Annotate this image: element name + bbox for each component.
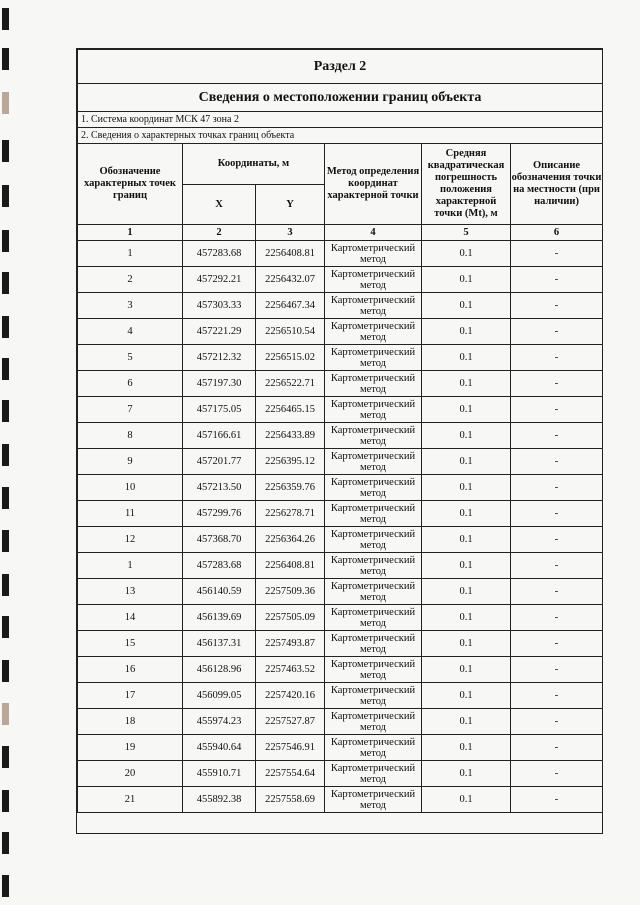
cell-desc: - <box>511 787 603 813</box>
cell-desc: - <box>511 709 603 735</box>
header-error: Средняя квадратическая погрешность положения характерной точки (Mt), м <box>422 144 511 225</box>
section-subtitle: Сведения о местоположении границ объекта <box>78 84 603 112</box>
cell-x: 457175.05 <box>183 397 256 423</box>
table-row <box>78 579 603 605</box>
punch-hole <box>2 140 9 162</box>
cell-x: 455974.23 <box>183 709 256 735</box>
cell-method: Картометрический метод <box>325 631 422 657</box>
cell-method: Картометрический метод <box>325 709 422 735</box>
cell-method: Картометрический метод <box>325 267 422 293</box>
cell-error: 0.1 <box>422 605 511 631</box>
cell-method: Картометрический метод <box>325 735 422 761</box>
col-number: 1 <box>78 225 183 241</box>
table-row <box>78 345 603 371</box>
punch-hole <box>2 832 9 854</box>
cell-point: 20 <box>78 761 183 787</box>
table-row <box>78 475 603 501</box>
cell-error: 0.1 <box>422 527 511 553</box>
table-row <box>78 293 603 319</box>
cell-point: 13 <box>78 579 183 605</box>
cell-x: 455910.71 <box>183 761 256 787</box>
cell-point: 3 <box>78 293 183 319</box>
table-row <box>78 241 603 267</box>
punch-hole <box>2 703 9 725</box>
cell-error: 0.1 <box>422 449 511 475</box>
punch-hole <box>2 400 9 422</box>
cell-y: 2257554.64 <box>256 761 325 787</box>
cell-error: 0.1 <box>422 631 511 657</box>
cell-y: 2256278.71 <box>256 501 325 527</box>
cell-x: 456140.59 <box>183 579 256 605</box>
col-number: 4 <box>325 225 422 241</box>
cell-method: Картометрический метод <box>325 605 422 631</box>
table-row <box>78 319 603 345</box>
cell-error: 0.1 <box>422 683 511 709</box>
cell-y: 2257420.16 <box>256 683 325 709</box>
cell-y: 2257463.52 <box>256 657 325 683</box>
table-row <box>78 267 603 293</box>
cell-y: 2256522.71 <box>256 371 325 397</box>
punch-hole <box>2 444 9 466</box>
cell-x: 457303.33 <box>183 293 256 319</box>
header-method: Метод определения координат характерной точки <box>325 144 422 225</box>
cell-x: 457283.68 <box>183 553 256 579</box>
binding-holes <box>0 0 12 905</box>
cell-method: Картометрический метод <box>325 579 422 605</box>
cell-desc: - <box>511 761 603 787</box>
cell-point: 6 <box>78 371 183 397</box>
cell-error: 0.1 <box>422 267 511 293</box>
cell-error: 0.1 <box>422 397 511 423</box>
cell-point: 8 <box>78 423 183 449</box>
cell-y: 2256465.15 <box>256 397 325 423</box>
cell-error: 0.1 <box>422 709 511 735</box>
cell-x: 457299.76 <box>183 501 256 527</box>
cell-error: 0.1 <box>422 423 511 449</box>
cell-x: 455940.64 <box>183 735 256 761</box>
table-row <box>78 553 603 579</box>
header-coords: Координаты, м <box>183 144 325 185</box>
table-row <box>78 449 603 475</box>
cell-desc: - <box>511 475 603 501</box>
cell-x: 456128.96 <box>183 657 256 683</box>
table-row <box>78 683 603 709</box>
cell-error: 0.1 <box>422 761 511 787</box>
cell-y: 2257505.09 <box>256 605 325 631</box>
col-number: 3 <box>256 225 325 241</box>
points-info-line: 2. Сведения о характерных точках границ объекта <box>78 128 603 144</box>
cell-y: 2257527.87 <box>256 709 325 735</box>
document-sheet <box>76 48 603 834</box>
cell-method: Картометрический метод <box>325 761 422 787</box>
punch-hole <box>2 230 9 252</box>
table-row <box>78 787 603 813</box>
cell-x: 457292.21 <box>183 267 256 293</box>
punch-hole <box>2 8 9 30</box>
cell-y: 2256515.02 <box>256 345 325 371</box>
cell-method: Картометрический метод <box>325 683 422 709</box>
cell-x: 456137.31 <box>183 631 256 657</box>
cell-method: Картометрический метод <box>325 345 422 371</box>
table-row <box>78 501 603 527</box>
cell-desc: - <box>511 241 603 267</box>
punch-hole <box>2 358 9 380</box>
cell-point: 4 <box>78 319 183 345</box>
cell-y: 2256433.89 <box>256 423 325 449</box>
table-row <box>78 605 603 631</box>
cell-error: 0.1 <box>422 501 511 527</box>
cell-x: 457212.32 <box>183 345 256 371</box>
cell-desc: - <box>511 371 603 397</box>
punch-hole <box>2 487 9 509</box>
cell-method: Картометрический метод <box>325 527 422 553</box>
coord-system-line: 1. Система координат МСК 47 зона 2 <box>78 112 603 128</box>
cell-point: 18 <box>78 709 183 735</box>
cell-desc: - <box>511 345 603 371</box>
punch-hole <box>2 48 9 70</box>
cell-method: Картометрический метод <box>325 475 422 501</box>
cell-x: 457368.70 <box>183 527 256 553</box>
header-x: X <box>183 185 256 225</box>
cell-error: 0.1 <box>422 787 511 813</box>
cell-error: 0.1 <box>422 475 511 501</box>
punch-hole <box>2 185 9 207</box>
cell-error: 0.1 <box>422 345 511 371</box>
cell-x: 457283.68 <box>183 241 256 267</box>
table-row <box>78 397 603 423</box>
cell-error: 0.1 <box>422 735 511 761</box>
cell-y: 2256395.12 <box>256 449 325 475</box>
cell-y: 2256408.81 <box>256 553 325 579</box>
cell-point: 17 <box>78 683 183 709</box>
cell-desc: - <box>511 605 603 631</box>
cell-error: 0.1 <box>422 371 511 397</box>
cell-point: 1 <box>78 241 183 267</box>
cell-x: 457213.50 <box>183 475 256 501</box>
cell-x: 457201.77 <box>183 449 256 475</box>
cell-desc: - <box>511 579 603 605</box>
punch-hole <box>2 530 9 552</box>
cell-y: 2256408.81 <box>256 241 325 267</box>
cell-error: 0.1 <box>422 319 511 345</box>
header-desc: Описание обозначения точки на местности (при наличии) <box>511 144 603 225</box>
cell-error: 0.1 <box>422 293 511 319</box>
section-title: Раздел 2 <box>78 50 603 84</box>
table-row <box>78 631 603 657</box>
cell-point: 14 <box>78 605 183 631</box>
col-number: 5 <box>422 225 511 241</box>
cell-y: 2256359.76 <box>256 475 325 501</box>
cell-y: 2256467.34 <box>256 293 325 319</box>
cell-y: 2257546.91 <box>256 735 325 761</box>
cell-y: 2257493.87 <box>256 631 325 657</box>
cell-desc: - <box>511 449 603 475</box>
cell-method: Картометрический метод <box>325 449 422 475</box>
table-row <box>78 735 603 761</box>
cell-point: 15 <box>78 631 183 657</box>
cell-desc: - <box>511 293 603 319</box>
punch-hole <box>2 875 9 897</box>
punch-hole <box>2 272 9 294</box>
cell-desc: - <box>511 631 603 657</box>
cell-y: 2256432.07 <box>256 267 325 293</box>
table-row <box>78 761 603 787</box>
cell-desc: - <box>511 553 603 579</box>
cell-method: Картометрический метод <box>325 241 422 267</box>
cell-point: 7 <box>78 397 183 423</box>
cell-method: Картометрический метод <box>325 787 422 813</box>
cell-point: 9 <box>78 449 183 475</box>
col-number: 2 <box>183 225 256 241</box>
cell-desc: - <box>511 527 603 553</box>
cell-desc: - <box>511 683 603 709</box>
cell-y: 2256364.26 <box>256 527 325 553</box>
cell-point: 11 <box>78 501 183 527</box>
table-footer-spacer <box>78 813 603 828</box>
table-row <box>78 657 603 683</box>
cell-x: 456099.05 <box>183 683 256 709</box>
cell-x: 457166.61 <box>183 423 256 449</box>
cell-method: Картометрический метод <box>325 657 422 683</box>
cell-desc: - <box>511 267 603 293</box>
cell-x: 457197.30 <box>183 371 256 397</box>
cell-desc: - <box>511 423 603 449</box>
cell-method: Картометрический метод <box>325 397 422 423</box>
cell-point: 5 <box>78 345 183 371</box>
cell-y: 2257558.69 <box>256 787 325 813</box>
table-row <box>78 527 603 553</box>
cell-point: 21 <box>78 787 183 813</box>
cell-error: 0.1 <box>422 241 511 267</box>
punch-hole <box>2 746 9 768</box>
cell-method: Картометрический метод <box>325 293 422 319</box>
cell-desc: - <box>511 657 603 683</box>
table-row <box>78 709 603 735</box>
table-row <box>78 423 603 449</box>
cell-method: Картометрический метод <box>325 371 422 397</box>
header-point: Обозначение характерных точек границ <box>78 144 183 225</box>
cell-desc: - <box>511 501 603 527</box>
cell-desc: - <box>511 319 603 345</box>
cell-error: 0.1 <box>422 579 511 605</box>
cell-point: 16 <box>78 657 183 683</box>
cell-y: 2256510.54 <box>256 319 325 345</box>
col-number: 6 <box>511 225 603 241</box>
punch-hole <box>2 790 9 812</box>
header-y: Y <box>256 185 325 225</box>
cell-point: 2 <box>78 267 183 293</box>
punch-hole <box>2 660 9 682</box>
cell-method: Картометрический метод <box>325 319 422 345</box>
cell-method: Картометрический метод <box>325 423 422 449</box>
cell-x: 457221.29 <box>183 319 256 345</box>
punch-hole <box>2 574 9 596</box>
cell-point: 19 <box>78 735 183 761</box>
cell-method: Картометрический метод <box>325 553 422 579</box>
cell-point: 12 <box>78 527 183 553</box>
cell-x: 456139.69 <box>183 605 256 631</box>
punch-hole <box>2 316 9 338</box>
cell-error: 0.1 <box>422 553 511 579</box>
cell-x: 455892.38 <box>183 787 256 813</box>
cell-point: 1 <box>78 553 183 579</box>
punch-hole <box>2 92 9 114</box>
cell-desc: - <box>511 397 603 423</box>
boundary-points-table <box>77 49 603 827</box>
cell-method: Картометрический метод <box>325 501 422 527</box>
cell-desc: - <box>511 735 603 761</box>
cell-point: 10 <box>78 475 183 501</box>
cell-y: 2257509.36 <box>256 579 325 605</box>
table-row <box>78 371 603 397</box>
punch-hole <box>2 616 9 638</box>
cell-error: 0.1 <box>422 657 511 683</box>
